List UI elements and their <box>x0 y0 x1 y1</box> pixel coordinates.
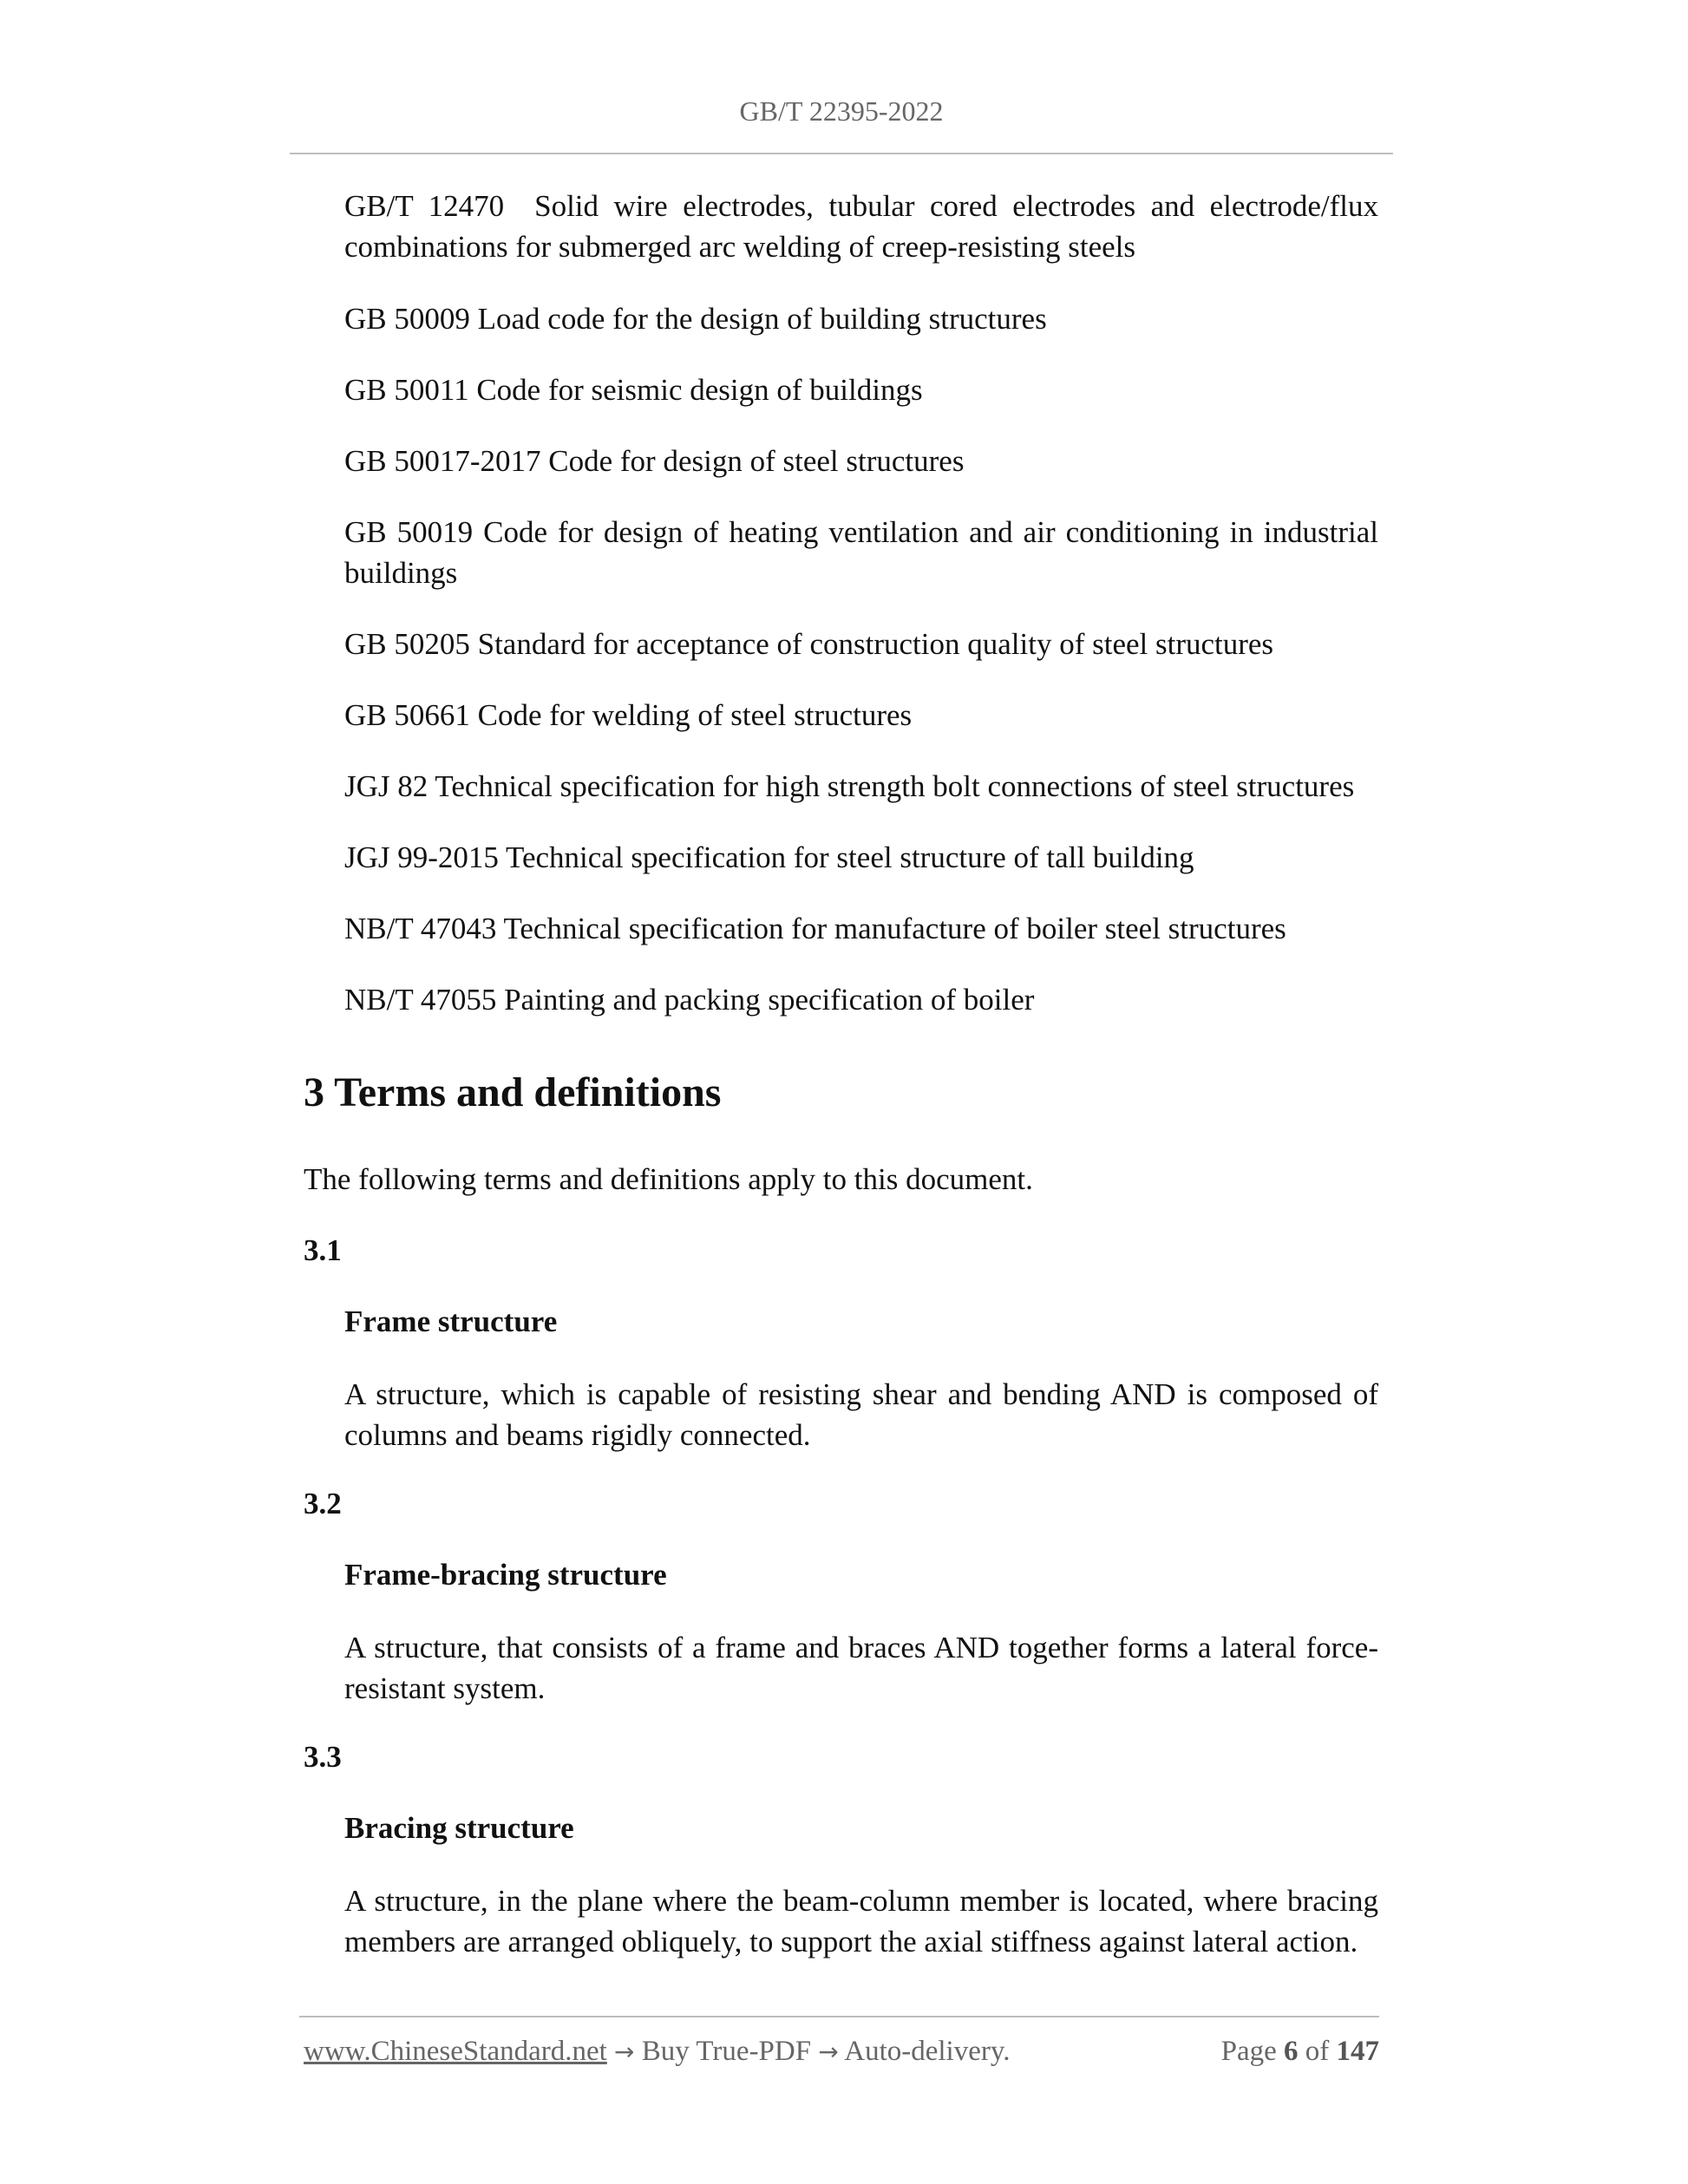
page-of: of <box>1305 2036 1330 2067</box>
buy-true-pdf-link[interactable]: Buy True-PDF <box>641 2036 812 2067</box>
reference-gb-50017: GB 50017-2017 Code for design of steel structures <box>344 444 965 478</box>
page-footer <box>304 2036 1379 2068</box>
reference-gb-50205: GB 50205 Standard for acceptance of construction quality of steel structures <box>344 627 1274 661</box>
reference-nbt-47055: NB/T 47055 Painting and packing specification of boiler <box>344 983 1035 1017</box>
term-definition: A structure, that consists of a frame and braces AND together forms a lateral force-resistant system. <box>344 1631 1378 1705</box>
reference-gb-50661: GB 50661 Code for welding of steel structures <box>344 698 913 732</box>
section-title: 3 Terms and definitions <box>304 1069 722 1115</box>
clause-number: 3.1 <box>304 1233 342 1267</box>
term-heading: Frame-bracing structure <box>344 1558 667 1592</box>
term-definition: A structure, which is capable of resisting shear and bending AND is composed of columns and beams rigidly connected. <box>344 1377 1378 1452</box>
header-rule <box>290 153 1393 154</box>
reference-jgj-82: JGJ 82 Technical specification for high strength bolt connections of steel structures <box>344 769 1355 803</box>
page-indicator <box>1221 2036 1379 2068</box>
section-intro: The following terms and definitions apply to this document. <box>304 1162 1033 1196</box>
auto-delivery-text: Auto-delivery. <box>844 2036 1011 2067</box>
reference-jgj-99: JGJ 99-2015 Technical specification for steel structure of tall building <box>344 840 1194 874</box>
page-label: Page <box>1220 2036 1277 2067</box>
running-header: GB/T 22395-2022 <box>739 95 944 127</box>
footer-rule <box>299 2016 1379 2017</box>
term-definition: A structure, in the plane where the beam-column member is located, where bracing members are arranged obliquely, to support the axial stiffness against lateral action. <box>344 1884 1378 1958</box>
term-heading: Bracing structure <box>344 1811 574 1845</box>
term-heading: Frame structure <box>344 1305 558 1338</box>
reference-gb-50019: GB 50019 Code for design of heating ventilation and air conditioning in industrial buildings <box>344 515 1378 590</box>
arrow-right-icon: → <box>614 2037 635 2066</box>
clause-number: 3.2 <box>304 1487 342 1520</box>
reference-gb-50011: GB 50011 Code for seismic design of buildings <box>344 373 923 407</box>
page-current: 6 <box>1284 2036 1299 2067</box>
site-link[interactable]: www.ChineseStandard.net <box>304 2036 607 2067</box>
reference-nbt-47043: NB/T 47043 Technical specification for manufacture of boiler steel structures <box>344 912 1286 945</box>
page-total: 147 <box>1336 2036 1379 2067</box>
arrow-right-icon: → <box>818 2037 839 2066</box>
reference-gbt-12470: GB/T 12470 Solid wire electrodes, tubular cored electrodes and electrode/flux combinations for submerged arc welding of creep-resisting steels <box>344 189 1378 264</box>
reference-gb-50009: GB 50009 Load code for the design of building structures <box>344 302 1047 336</box>
clause-number: 3.3 <box>304 1740 342 1774</box>
